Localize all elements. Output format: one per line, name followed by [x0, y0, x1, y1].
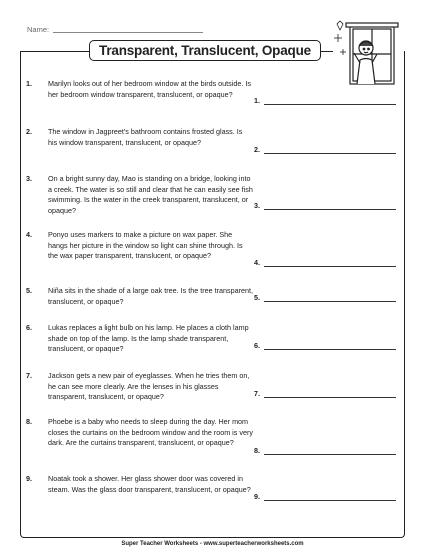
question-text: Ponyo uses markers to make a picture on wax paper. She hangs her picture in the window so light can shine through. Is the wax paper transparent, translucent, or opaque?	[48, 230, 243, 260]
footer-credit: Super Teacher Worksheets - www.superteacherworksheets.com	[121, 541, 304, 547]
answer-number: 7.	[254, 389, 260, 398]
question-number: 2.	[26, 127, 32, 136]
question-text: Lukas replaces a light bulb on his lamp. He places a cloth lamp shade on top of the lamp. Is the lamp shade transparent, translucent, or opaque?	[48, 323, 249, 353]
question-text: On a bright sunny day, Mao is standing on a bridge, looking into a creek. The water is so still and clear that he can easily see fish swimming. Is the water in the creek transparent, translucent, or opaque?	[48, 174, 253, 215]
answer-8[interactable]	[254, 446, 260, 455]
answer-line[interactable]	[264, 153, 396, 154]
title-rule-left	[20, 51, 89, 52]
question-number: 4.	[26, 230, 32, 239]
question-text: Marilyn looks out of her bedroom window at the birds outside. Is her bedroom window transparent, translucent, or opaque?	[48, 79, 251, 99]
answer-line[interactable]	[264, 209, 396, 210]
question-number: 9.	[26, 474, 32, 483]
name-line	[53, 32, 203, 33]
answer-3[interactable]	[254, 201, 260, 210]
answer-7[interactable]	[254, 389, 260, 398]
question-number: 8.	[26, 417, 32, 426]
title-box	[89, 40, 321, 61]
name-field[interactable]	[27, 25, 203, 34]
answer-number: 1.	[254, 96, 260, 105]
answer-number: 2.	[254, 145, 260, 154]
answer-2[interactable]	[254, 145, 260, 154]
answer-number: 9.	[254, 492, 260, 501]
page-title: Transparent, Translucent, Opaque	[99, 43, 311, 58]
answer-number: 6.	[254, 341, 260, 350]
answer-number: 4.	[254, 258, 260, 267]
question-text: Niña sits in the shade of a large oak tree. Is the tree transparent, translucent, or opaque?	[48, 286, 253, 306]
question-number: 3.	[26, 174, 32, 183]
answer-line[interactable]	[264, 266, 396, 267]
question-number: 1.	[26, 79, 32, 88]
question-text: Noatak took a shower. Her glass shower door was covered in steam. Was the glass door transparent, translucent, or opaque?	[48, 474, 251, 494]
question-text: Phoebe is a baby who needs to sleep during the day. Her mom closes the curtains on the bedroom window and the room is very dark. Are the curtains transparent, translucent, or opaque?	[48, 417, 253, 447]
boy-at-window-illustration	[330, 18, 400, 86]
question-number: 7.	[26, 371, 32, 380]
answer-number: 3.	[254, 201, 260, 210]
answer-4[interactable]	[254, 258, 260, 267]
answer-line[interactable]	[264, 500, 396, 501]
question-text: The window in Jagpreet's bathroom contains frosted glass. Is his window transparent, translucent, or opaque?	[48, 127, 243, 147]
answer-line[interactable]	[264, 104, 396, 105]
answer-line[interactable]	[264, 397, 396, 398]
name-label: Name:	[27, 25, 50, 34]
answer-1[interactable]	[254, 96, 260, 105]
question-number: 6.	[26, 323, 32, 332]
answer-line[interactable]	[264, 454, 396, 455]
answer-6[interactable]	[254, 341, 260, 350]
answer-line[interactable]	[264, 349, 396, 350]
question-number: 5.	[26, 286, 32, 295]
answer-number: 8.	[254, 446, 260, 455]
answer-line[interactable]	[264, 301, 396, 302]
answer-number: 5.	[254, 293, 260, 302]
answer-9[interactable]	[254, 492, 260, 501]
question-text: Jackson gets a new pair of eyeglasses. When he tries them on, he can see more clearly. Are the lenses in his glasses transparent, translucent, or opaque?	[48, 371, 250, 401]
answer-5[interactable]	[254, 293, 260, 302]
